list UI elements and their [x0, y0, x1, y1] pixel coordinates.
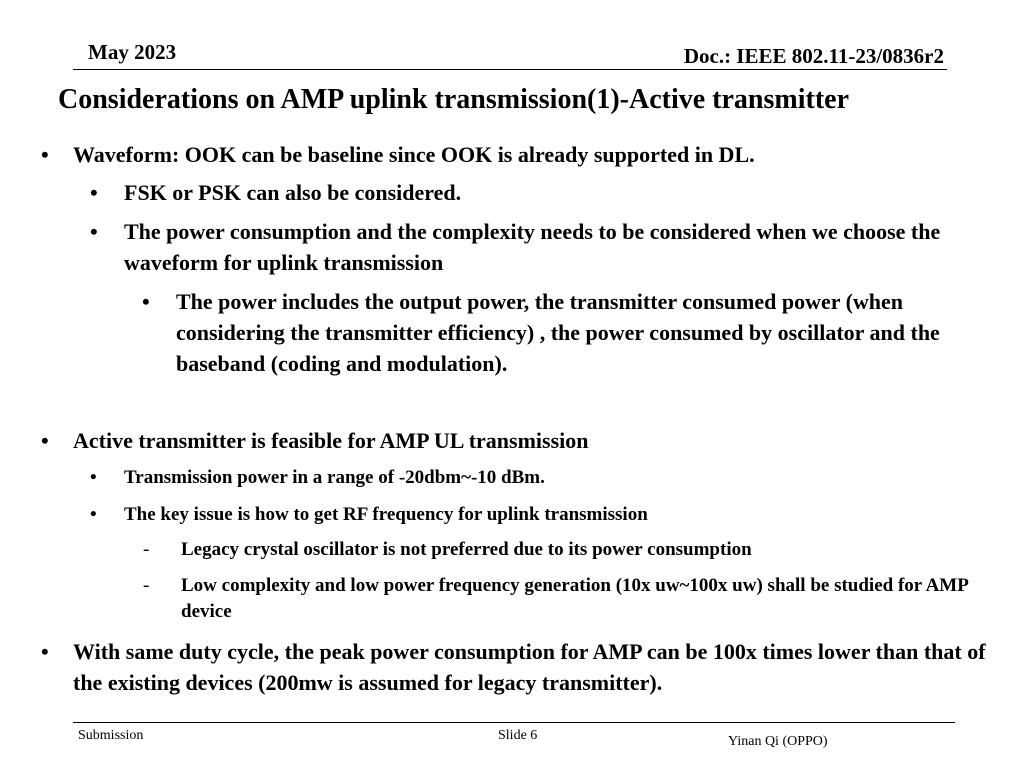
- bullet-active-transmitter: [41, 425, 1013, 456]
- bullet-fsk-psk: [90, 177, 974, 208]
- bullet-transmission-power: [90, 465, 974, 491]
- bullet-marker: •: [90, 504, 97, 525]
- bullet-text: Transmission power in a range of -20dbm~-10 dBm.: [124, 467, 545, 488]
- bullet-marker: •: [41, 428, 49, 453]
- footer-divider: [73, 722, 955, 723]
- dash-marker: -: [143, 539, 150, 560]
- bullet-power-includes: [142, 286, 976, 379]
- dash-legacy-crystal: [143, 537, 981, 563]
- slide-title: Considerations on AMP uplink transmission(1)-Active transmitter: [58, 84, 849, 115]
- header-doc-id: Doc.: IEEE 802.11-23/0836r2: [683, 44, 944, 68]
- dash-marker: -: [143, 575, 150, 596]
- bullet-marker: •: [142, 289, 150, 314]
- header-date: May 2023: [88, 40, 177, 64]
- bullet-marker: •: [90, 467, 97, 488]
- bullet-text: With same duty cycle, the peak power consumption for AMP can be 100x times lower than that of the existing devices (200mw is assumed for legacy transmitter).: [73, 639, 986, 695]
- bullet-marker: •: [41, 639, 49, 664]
- bullet-marker: •: [41, 142, 49, 167]
- header-divider: [73, 69, 947, 70]
- footer-submission: Submission: [78, 728, 144, 743]
- bullet-marker: •: [90, 180, 98, 205]
- footer-author: Yinan Qi (OPPO): [728, 734, 828, 749]
- dash-low-complexity: [143, 573, 981, 625]
- bullet-text: Waveform: OOK can be baseline since OOK is already supported in DL.: [73, 142, 755, 167]
- bullet-text: The power consumption and the complexity needs to be considered when we choose the waveform for uplink transmission: [124, 219, 941, 275]
- bullet-text: Active transmitter is feasible for AMP UL transmission: [73, 428, 589, 453]
- bullet-rf-frequency: [90, 502, 974, 528]
- bullet-waveform: [41, 139, 1013, 170]
- bullet-power-complexity: [90, 216, 974, 278]
- bullet-marker: •: [90, 219, 98, 244]
- dash-text: Low complexity and low power frequency generation (10x uw~100x uw) shall be studied for AMP device: [181, 575, 968, 622]
- bullet-text: FSK or PSK can also be considered.: [124, 180, 462, 205]
- bullet-duty-cycle: [41, 636, 1013, 698]
- footer-slide-number: Slide 6: [498, 728, 538, 743]
- bullet-text: The key issue is how to get RF frequency for uplink transmission: [124, 504, 648, 525]
- bullet-text: The power includes the output power, the transmitter consumed power (when considering the transmitter efficiency) , the power consumed by oscillator and the baseband (coding and modulation).: [176, 289, 940, 376]
- dash-text: Legacy crystal oscillator is not preferred due to its power consumption: [181, 539, 752, 560]
